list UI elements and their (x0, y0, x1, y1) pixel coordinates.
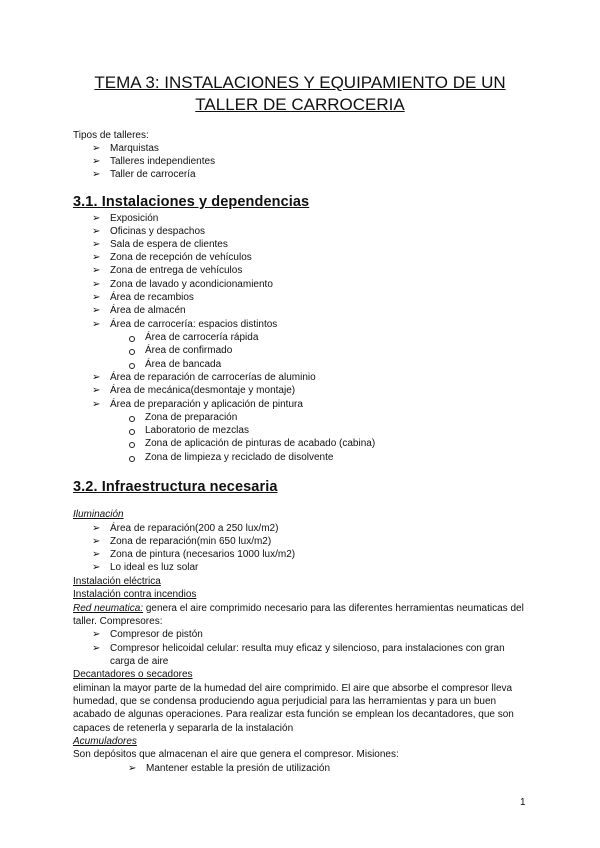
acumuladores-label: Acumuladores (73, 736, 137, 747)
circle-bullet-icon (129, 416, 135, 422)
list-item: Exposición (110, 213, 159, 224)
red-neumatica-label: Red neumatica: (73, 603, 144, 614)
arrow-bullet-icon: ➢ (92, 536, 101, 547)
sub-list-item: Área de confirmado (145, 345, 233, 356)
arrow-bullet-icon: ➢ (92, 156, 101, 167)
sub-list-item: Laboratorio de mezclas (145, 425, 249, 436)
circle-bullet-icon (129, 442, 135, 448)
circle-bullet-icon (129, 456, 135, 462)
arrow-bullet-icon: ➢ (92, 279, 101, 290)
list-item: Zona de pintura (necesarios 1000 lux/m2) (110, 549, 296, 560)
circle-bullet-icon (129, 349, 135, 355)
page-number: 1 (520, 797, 526, 808)
acumuladores-text: Son depósitos que almacenan el aire que genera el compresor. Misiones: (73, 749, 399, 760)
red-neumatica-text-2: taller. Compresores: (73, 616, 163, 627)
arrow-bullet-icon: ➢ (92, 523, 101, 534)
section-heading-3-1: 3.1. Instalaciones y dependencias (73, 194, 310, 210)
document-title-line-2: TALLER DE CARROCERIA (195, 95, 405, 114)
document-title-line-1: TEMA 3: INSTALACIONES Y EQUIPAMIENTO DE UN (94, 73, 506, 92)
list-item: Talleres independientes (110, 156, 216, 167)
instalacion-electrica-label: Instalación eléctrica (73, 576, 161, 587)
circle-bullet-icon (129, 363, 135, 369)
sub-list-item: Área de carrocería rápida (145, 332, 259, 343)
arrow-bullet-icon: ➢ (92, 252, 101, 263)
sub-list-item: Zona de preparación (145, 412, 238, 423)
list-item: Sala de espera de clientes (110, 239, 228, 250)
list-item: Compresor helicoidal celular: resulta muy eficaz y silencioso, para instalaciones con gran (110, 643, 505, 654)
arrow-bullet-icon: ➢ (92, 319, 101, 330)
circle-bullet-icon (129, 429, 135, 435)
red-neumatica-text: genera el aire comprimido necesario para las diferentes herramientas neumaticas del (143, 603, 524, 614)
arrow-bullet-icon: ➢ (92, 372, 101, 383)
list-item: Área de preparación y aplicación de pintura (110, 399, 303, 410)
arrow-bullet-icon: ➢ (92, 143, 101, 154)
arrow-bullet-icon: ➢ (92, 562, 101, 573)
arrow-bullet-icon: ➢ (92, 305, 101, 316)
list-item: Lo ideal es luz solar (110, 562, 199, 573)
sub-list-item: Área de bancada (145, 359, 222, 370)
list-item: Zona de recepción de vehículos (110, 252, 252, 263)
iluminacion-label: Iluminación (73, 509, 124, 520)
sub-list-item: Zona de limpieza y reciclado de disolvente (145, 452, 334, 463)
instalacion-incendios-label: Instalación contra incendios (73, 589, 197, 600)
arrow-bullet-icon: ➢ (128, 763, 137, 774)
paragraph-line: capaces de retenerla y separarla de la instalación (73, 723, 294, 734)
sub-list-item: Zona de aplicación de pinturas de acabado (cabina) (145, 438, 376, 449)
paragraph-line: eliminan la mayor parte de la humedad del aire comprimido. El aire que absorbe el compresor lleva (73, 683, 513, 694)
arrow-bullet-icon: ➢ (92, 385, 101, 396)
arrow-bullet-icon: ➢ (92, 239, 101, 250)
arrow-bullet-icon: ➢ (92, 629, 101, 640)
list-item-continuation: carga de aire (110, 656, 169, 667)
red-neumatica-line (73, 602, 524, 615)
list-item: Compresor de pistón (110, 629, 203, 640)
arrow-bullet-icon: ➢ (92, 549, 101, 560)
section-heading-3-2: 3.2. Infraestructura necesaria (73, 479, 278, 495)
list-item: Área de reparación(200 a 250 lux/m2) (110, 523, 279, 534)
paragraph-line: humedad, que se condensa produciendo agua perjudicial para las herramientas y para un buen (73, 696, 497, 707)
arrow-bullet-icon: ➢ (92, 265, 101, 276)
arrow-bullet-icon: ➢ (92, 643, 101, 654)
list-item: Área de carrocería: espacios distintos (110, 319, 278, 330)
arrow-bullet-icon: ➢ (92, 292, 101, 303)
paragraph-line: acabado de algunas operaciones. Para realizar esta función se emplean los decantadores, que son (73, 709, 514, 720)
arrow-bullet-icon: ➢ (92, 226, 101, 237)
list-item: Zona de entrega de vehículos (110, 265, 243, 276)
list-item: Zona de lavado y acondicionamiento (110, 279, 273, 290)
list-item: Área de recambios (110, 292, 194, 303)
circle-bullet-icon (129, 336, 135, 342)
list-item: Taller de carrocería (110, 169, 196, 180)
list-item: Marquistas (110, 143, 159, 154)
list-item: Área de almacén (110, 305, 186, 316)
list-item: Área de mecánica(desmontaje y montaje) (110, 385, 296, 396)
arrow-bullet-icon: ➢ (92, 399, 101, 410)
list-item: Mantener estable la presión de utilización (146, 763, 330, 774)
tipos-label: Tipos de talleres: (73, 130, 149, 141)
arrow-bullet-icon: ➢ (92, 213, 101, 224)
list-item: Área de reparación de carrocerías de aluminio (110, 372, 316, 383)
list-item: Zona de reparación(min 650 lux/m2) (110, 536, 272, 547)
decantadores-label: Decantadores o secadores (73, 669, 193, 680)
arrow-bullet-icon: ➢ (92, 169, 101, 180)
list-item: Oficinas y despachos (110, 226, 206, 237)
